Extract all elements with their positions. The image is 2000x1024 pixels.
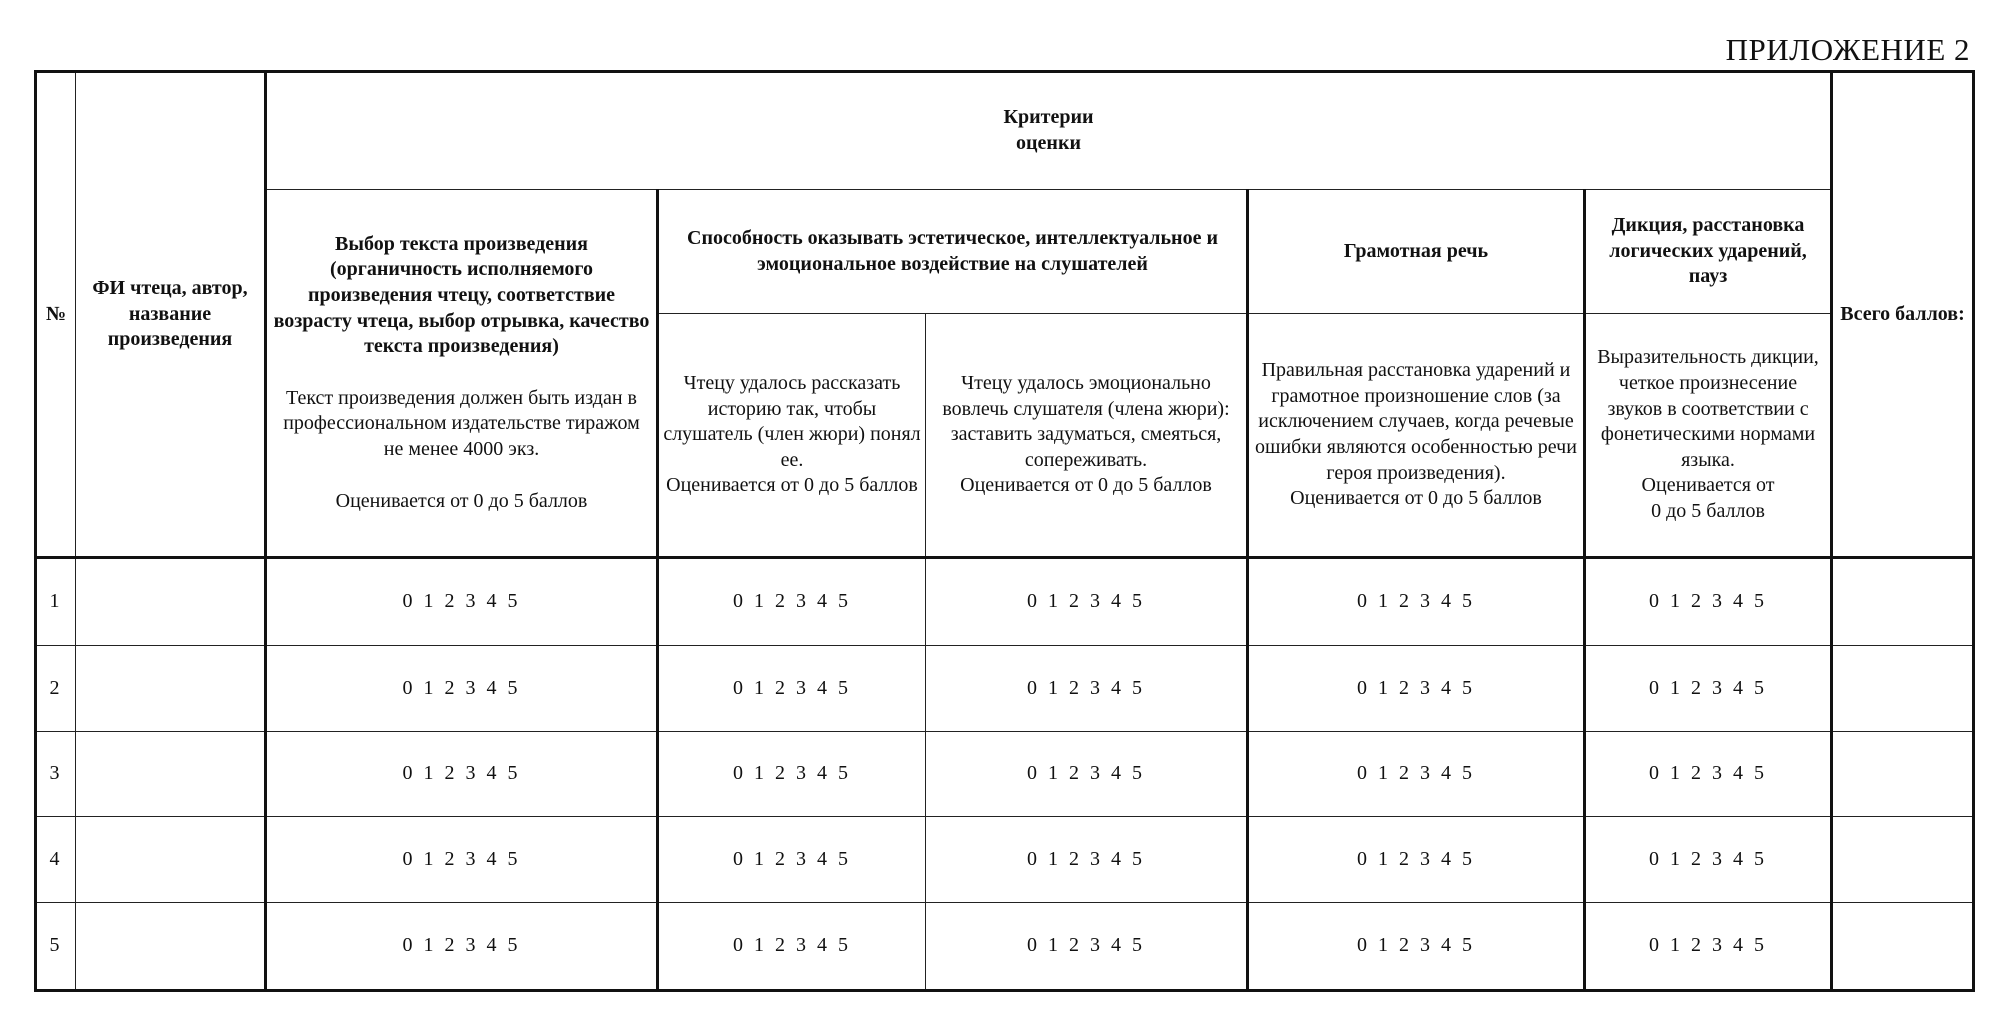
score-impact-emotion[interactable]: 0 1 2 3 4 5 bbox=[926, 646, 1248, 731]
row-number: 5 bbox=[36, 902, 76, 990]
score-impact-story[interactable]: 0 1 2 3 4 5 bbox=[658, 731, 926, 816]
score-speech[interactable]: 0 1 2 3 4 5 bbox=[1248, 731, 1585, 816]
score-text-choice[interactable]: 0 1 2 3 4 5 bbox=[266, 731, 658, 816]
table-row bbox=[36, 817, 1974, 902]
header-speech-title: Грамотная речь bbox=[1248, 190, 1585, 314]
table-row bbox=[36, 558, 1974, 646]
score-impact-emotion[interactable]: 0 1 2 3 4 5 bbox=[926, 902, 1248, 990]
total-cell[interactable] bbox=[1832, 817, 1974, 902]
row-number: 3 bbox=[36, 731, 76, 816]
score-text-choice[interactable]: 0 1 2 3 4 5 bbox=[266, 558, 658, 646]
header-speech-desc: Правильная расстановка ударений и грамотное произношение слов (за исключением случаев, когда речевые ошибки являются особенностью речи героя произведения). Оценивается от 0 до 5 баллов bbox=[1248, 314, 1585, 558]
score-impact-story[interactable]: 0 1 2 3 4 5 bbox=[658, 902, 926, 990]
total-cell[interactable] bbox=[1832, 646, 1974, 731]
total-cell[interactable] bbox=[1832, 731, 1974, 816]
text-choice-score: Оценивается от 0 до 5 баллов bbox=[335, 489, 588, 512]
row-number: 2 bbox=[36, 646, 76, 731]
table-row bbox=[36, 902, 1974, 990]
header-text-choice bbox=[266, 190, 658, 558]
participant-cell[interactable] bbox=[76, 558, 266, 646]
score-speech[interactable]: 0 1 2 3 4 5 bbox=[1248, 646, 1585, 731]
text-choice-title: Выбор текста произведения (органичность исполняемого произведения чтецу, соответствие возрасту чтеца, выбор отрывка, качество текста произведения) bbox=[273, 232, 650, 358]
score-diction[interactable]: 0 1 2 3 4 5 bbox=[1585, 646, 1832, 731]
header-criteria-title: Критерии оценки bbox=[266, 72, 1832, 190]
score-diction[interactable]: 0 1 2 3 4 5 bbox=[1585, 817, 1832, 902]
table-row bbox=[36, 731, 1974, 816]
score-impact-story[interactable]: 0 1 2 3 4 5 bbox=[658, 558, 926, 646]
participant-cell[interactable] bbox=[76, 902, 266, 990]
score-text-choice[interactable]: 0 1 2 3 4 5 bbox=[266, 902, 658, 990]
participant-cell[interactable] bbox=[76, 817, 266, 902]
header-diction-desc: Выразительность дикции, четкое произнесение звуков в соответствии с фонетическими нормами языка. Оценивается от 0 до 5 баллов bbox=[1585, 314, 1832, 558]
header-impact-story: Чтецу удалось рассказать историю так, чтобы слушатель (член жюри) понял ее. Оценивается от 0 до 5 баллов bbox=[658, 314, 926, 558]
header-total: Всего баллов: bbox=[1832, 72, 1974, 558]
score-impact-emotion[interactable]: 0 1 2 3 4 5 bbox=[926, 817, 1248, 902]
header-impact-title: Способность оказывать эстетическое, интеллектуальное и эмоциональное воздействие на слушателей bbox=[658, 190, 1248, 314]
header-participant: ФИ чтеца, автор, название произведения bbox=[76, 72, 266, 558]
score-speech[interactable]: 0 1 2 3 4 5 bbox=[1248, 817, 1585, 902]
participant-cell[interactable] bbox=[76, 646, 266, 731]
appendix-label: ПРИЛОЖЕНИЕ 2 bbox=[1725, 32, 1970, 67]
score-impact-story[interactable]: 0 1 2 3 4 5 bbox=[658, 646, 926, 731]
header-diction-title: Дикция, расстановка логических ударений, пауз bbox=[1585, 190, 1832, 314]
score-text-choice[interactable]: 0 1 2 3 4 5 bbox=[266, 817, 658, 902]
score-diction[interactable]: 0 1 2 3 4 5 bbox=[1585, 902, 1832, 990]
header-impact-emotion: Чтецу удалось эмоционально вовлечь слушателя (члена жюри): заставить задуматься, смеяться, сопереживать. Оценивается от 0 до 5 баллов bbox=[926, 314, 1248, 558]
row-number: 4 bbox=[36, 817, 76, 902]
participant-cell[interactable] bbox=[76, 731, 266, 816]
header-number: № bbox=[36, 72, 76, 558]
text-choice-desc: Текст произведения должен быть издан в профессиональном издательстве тиражом не менее 4000 экз. bbox=[283, 386, 640, 460]
table-row bbox=[36, 646, 1974, 731]
score-speech[interactable]: 0 1 2 3 4 5 bbox=[1248, 558, 1585, 646]
score-text-choice[interactable]: 0 1 2 3 4 5 bbox=[266, 646, 658, 731]
score-impact-emotion[interactable]: 0 1 2 3 4 5 bbox=[926, 558, 1248, 646]
evaluation-table bbox=[34, 70, 1975, 992]
score-diction[interactable]: 0 1 2 3 4 5 bbox=[1585, 558, 1832, 646]
total-cell[interactable] bbox=[1832, 902, 1974, 990]
score-impact-emotion[interactable]: 0 1 2 3 4 5 bbox=[926, 731, 1248, 816]
total-cell[interactable] bbox=[1832, 558, 1974, 646]
score-speech[interactable]: 0 1 2 3 4 5 bbox=[1248, 902, 1585, 990]
score-diction[interactable]: 0 1 2 3 4 5 bbox=[1585, 731, 1832, 816]
score-impact-story[interactable]: 0 1 2 3 4 5 bbox=[658, 817, 926, 902]
row-number: 1 bbox=[36, 558, 76, 646]
